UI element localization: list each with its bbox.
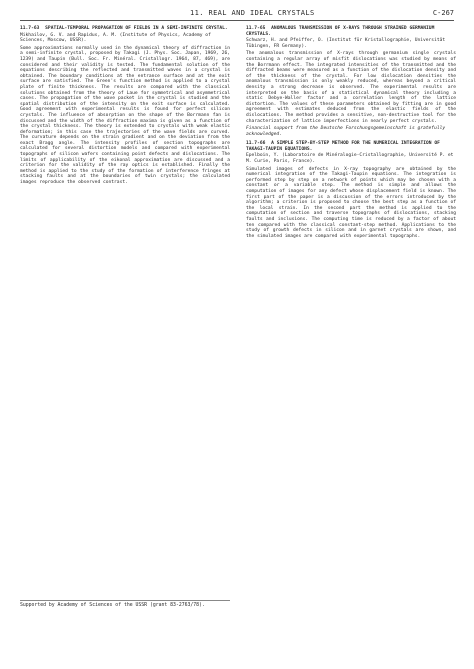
abstract-number: 11.7-65 xyxy=(246,26,266,31)
abstract-heading xyxy=(246,141,456,152)
page-title: 11. REAL AND IDEAL CRYSTALS xyxy=(190,9,315,17)
page-header xyxy=(20,6,454,20)
abstract-title: SPATIAL-TEMPORAL PROPAGATION OF FIELDS IN A SEMI-INFINITE CRYSTAL. xyxy=(45,26,228,31)
right-column xyxy=(246,26,456,243)
abstract-body: Some approximations normally used in the dynamical theory of diffraction in a semi-infinite crystal, proposed by Takagi (J. Phys. Soc. Japan, 1969, 26, 1239) and Taupin (Bull. Soc. Fr. Minéral. Cristallogr. 1964, 87, 469), are considered and their validity is tested. The fundamental solution of the equations describing the reflected and transmitted waves in a crystal is obtained. The boundary conditions at the entrance surface and at the exit surface are satisfied. The Green's function method is applied to a crystal plate of finite thickness. The results are compared with the classical solutions obtained from the theory of Laue for symmetrical and asymmetrical cases. The propagation of the wave packet in the crystal is studied and the spatial distribution of the intensity on the exit surface is calculated. Good agreement with experimental results is found for perfect silicon crystals. The influence of absorption on the shape of the Borrmann fan is discussed and the width of the diffraction maxima is given as a function of the crystal thickness. The theory is extended to crystals with weak elastic deformation; in this case the trajectories of the wave fields are curved. The curvature depends on the strain gradient and on the deviation from the exact Bragg angle. The intensity profiles of section topographs are calculated for several distortion models and compared with experimental topographs of silicon wafers containing point defects and dislocations. The limits of applicability of the eikonal approximation are discussed and a criterion for the validity of the ray optics is established. Finally the method is applied to the study of the formation of interference fringes at stacking faults and at the boundaries of twin crystals; the calculated images reproduce the observed contrast. xyxy=(20,45,230,186)
footnote: Supported by Academy of Sciences of the USSR (grant 83-2763/78). xyxy=(20,600,230,608)
left-column xyxy=(20,26,230,190)
abstract-entry xyxy=(246,141,456,239)
abstract-number: 11.7-63 xyxy=(20,26,40,31)
abstract-heading xyxy=(20,26,230,32)
abstract-footnote: Financial support from the Deutsche Forschungsgemeinschaft is gratefully acknowledged. xyxy=(246,126,446,137)
abstract-title: ANOMALOUS TRANSMISSION OF X-RAYS THROUGH STRAINED GERMANIUM CRYSTALS. xyxy=(246,26,435,37)
header-rule xyxy=(20,20,454,21)
abstract-heading xyxy=(246,26,456,37)
abstract-entry xyxy=(246,26,456,137)
abstract-authors: Schwarz, H. and Pfeiffer, O. (Institut für Kristallographie, Universität Tübingen, FR Germany). xyxy=(246,38,446,49)
page-code: C-267 xyxy=(432,9,454,17)
abstract-number: 11.7-66 xyxy=(246,141,266,147)
abstract-entry xyxy=(20,26,230,186)
abstract-title: A SIMPLE STEP-BY-STEP METHOD FOR THE NUMERICAL INTEGRATION OF TAKAGI-TAUPIN EQUATIONS. xyxy=(246,141,440,152)
abstract-body: Simulated images of defects in X-ray topography are obtained by the numerical integration of the Takagi-Taupin equations. The integration is performed step by step on a network of points which may be chosen with a constant or a variable step. The method is simple and allows the computation of images for any defect whose displacement field is known. The first part of the paper is a discussion of the errors introduced by the algorithm; a criterion is proposed to choose the best step as a function of the local strain. In the second part the method is applied to the computation of section and traverse topographs of dislocations, stacking faults and inclusions. The computing time is reduced by a factor of about ten compared with the classical constant-step method. Applications to the study of growth defects in silicon and in garnet crystals are shown, and the simulated images are compared with experimental topographs. xyxy=(246,166,456,239)
abstract-authors: Mikhailov, G. V. and Rapidus, A. M. (Institute of Physics, Academy of Sciences, Moscow, USSR). xyxy=(20,32,211,44)
abstract-body: The anomalous transmission of X-rays through germanium single crystals containing a regular array of misfit dislocations was studied by means of the Borrmann effect. The integrated intensities of the transmitted and the diffracted beams were measured as a function of the dislocation density and of the thickness of the crystal. For low dislocation densities the anomalous transmission is only weakly reduced, whereas beyond a critical density a strong decrease is observed. The experimental results are interpreted on the basis of a statistical dynamical theory including a static Debye-Waller factor and a correlation length of the lattice distortion. The values of these parameters obtained by fitting are in good agreement with estimates deduced from the elastic fields of the dislocations. The method provides a sensitive, non-destructive tool for the characterization of lattice imperfections in nearly perfect crystals. xyxy=(246,51,456,124)
abstract-authors: Epelboin, Y. (Laboratoire de Minéralogie-Cristallographie, Université P. et M. Curie, Paris, France). xyxy=(246,153,454,165)
